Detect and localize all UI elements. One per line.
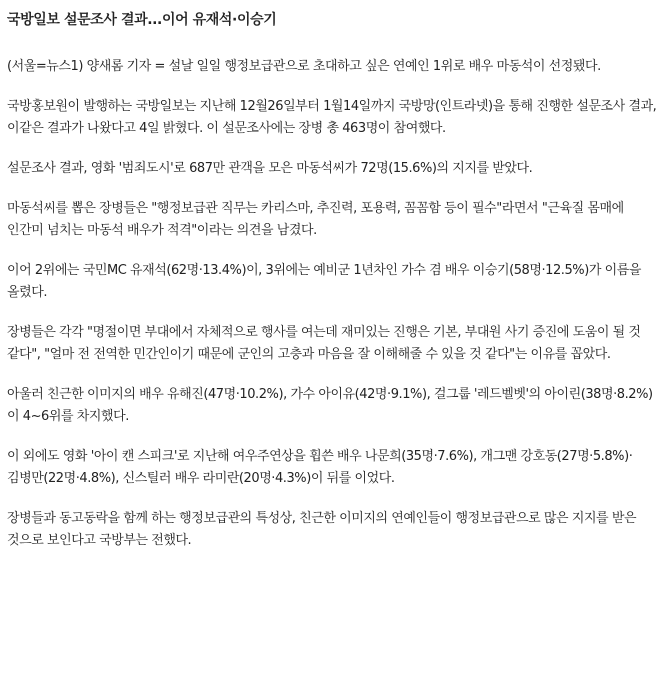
article-paragraph: 이 외에도 영화 '아이 캔 스피크'로 지난해 여우주연상을 휩쓴 배우 나문희(35명·7.6%), 개그맨 강호동(27명·5.8%)·김병만(22명·4.8%), 신스틸러 배우 라미란(20명·4.3%)이 뒤를 이었다.: [7, 449, 633, 486]
article-paragraph: 마동석씨를 뽑은 장병들은 "행정보급관 직무는 카리스마, 추진력, 포용력, 꼼꼼함 등이 필수"라면서 "근육질 몸매에 인간미 넘치는 마동석 배우가 적격"이라는 의견을 남겼다.: [7, 201, 624, 238]
article-paragraph: 장병들과 동고동락을 함께 하는 행정보급관의 특성상, 친근한 이미지의 연예인들이 행정보급관으로 많은 지지를 받은 것으로 보인다고 국방부는 전했다.: [7, 511, 637, 548]
article-paragraph-byline: (서울=뉴스1) 양새롬 기자 = 설날 일일 행정보급관으로 초대하고 싶은 연예인 1위로 배우 마동석이 선정됐다.: [7, 59, 601, 74]
article-paragraph: 국방홍보원이 발행하는 국방일보는 지난해 12월26일부터 1월14일까지 국방망(인트라넷)을 통해 진행한 설문조사 결과, 이같은 결과가 나왔다고 4일 밝혔다. 이 설문조사에는 장병 총 463명이 참여했다.: [7, 99, 657, 136]
article-paragraph: 장병들은 각각 "명절이면 부대에서 자체적으로 행사를 여는데 재미있는 진행은 기본, 부대원 사기 증진에 도움이 될 것 같다", "얼마 전 전역한 민간인이기 때문에 군인의 고충과 마음을 잘 이해해줄 수 있을 것 같다"는 이유를 꼽았다.: [7, 325, 641, 362]
article-paragraph: 설문조사 결과, 영화 '범죄도시'로 687만 관객을 모은 마동석씨가 72명(15.6%)의 지지를 받았다.: [7, 161, 533, 176]
article-paragraph: 이어 2위에는 국민MC 유재석(62명·13.4%)이, 3위에는 예비군 1년차인 가수 겸 배우 이승기(58명·12.5%)가 이름을 올렸다.: [7, 263, 641, 300]
article-paragraph: 아울러 친근한 이미지의 배우 유해진(47명·10.2%), 가수 아이유(42명·9.1%), 걸그룹 '레드벨벳'의 아이린(38명·8.2%)이 4~6위를 차지했다.: [7, 387, 653, 424]
article-headline: 국방일보 설문조사 결과...이어 유재석·이승기: [7, 12, 277, 28]
